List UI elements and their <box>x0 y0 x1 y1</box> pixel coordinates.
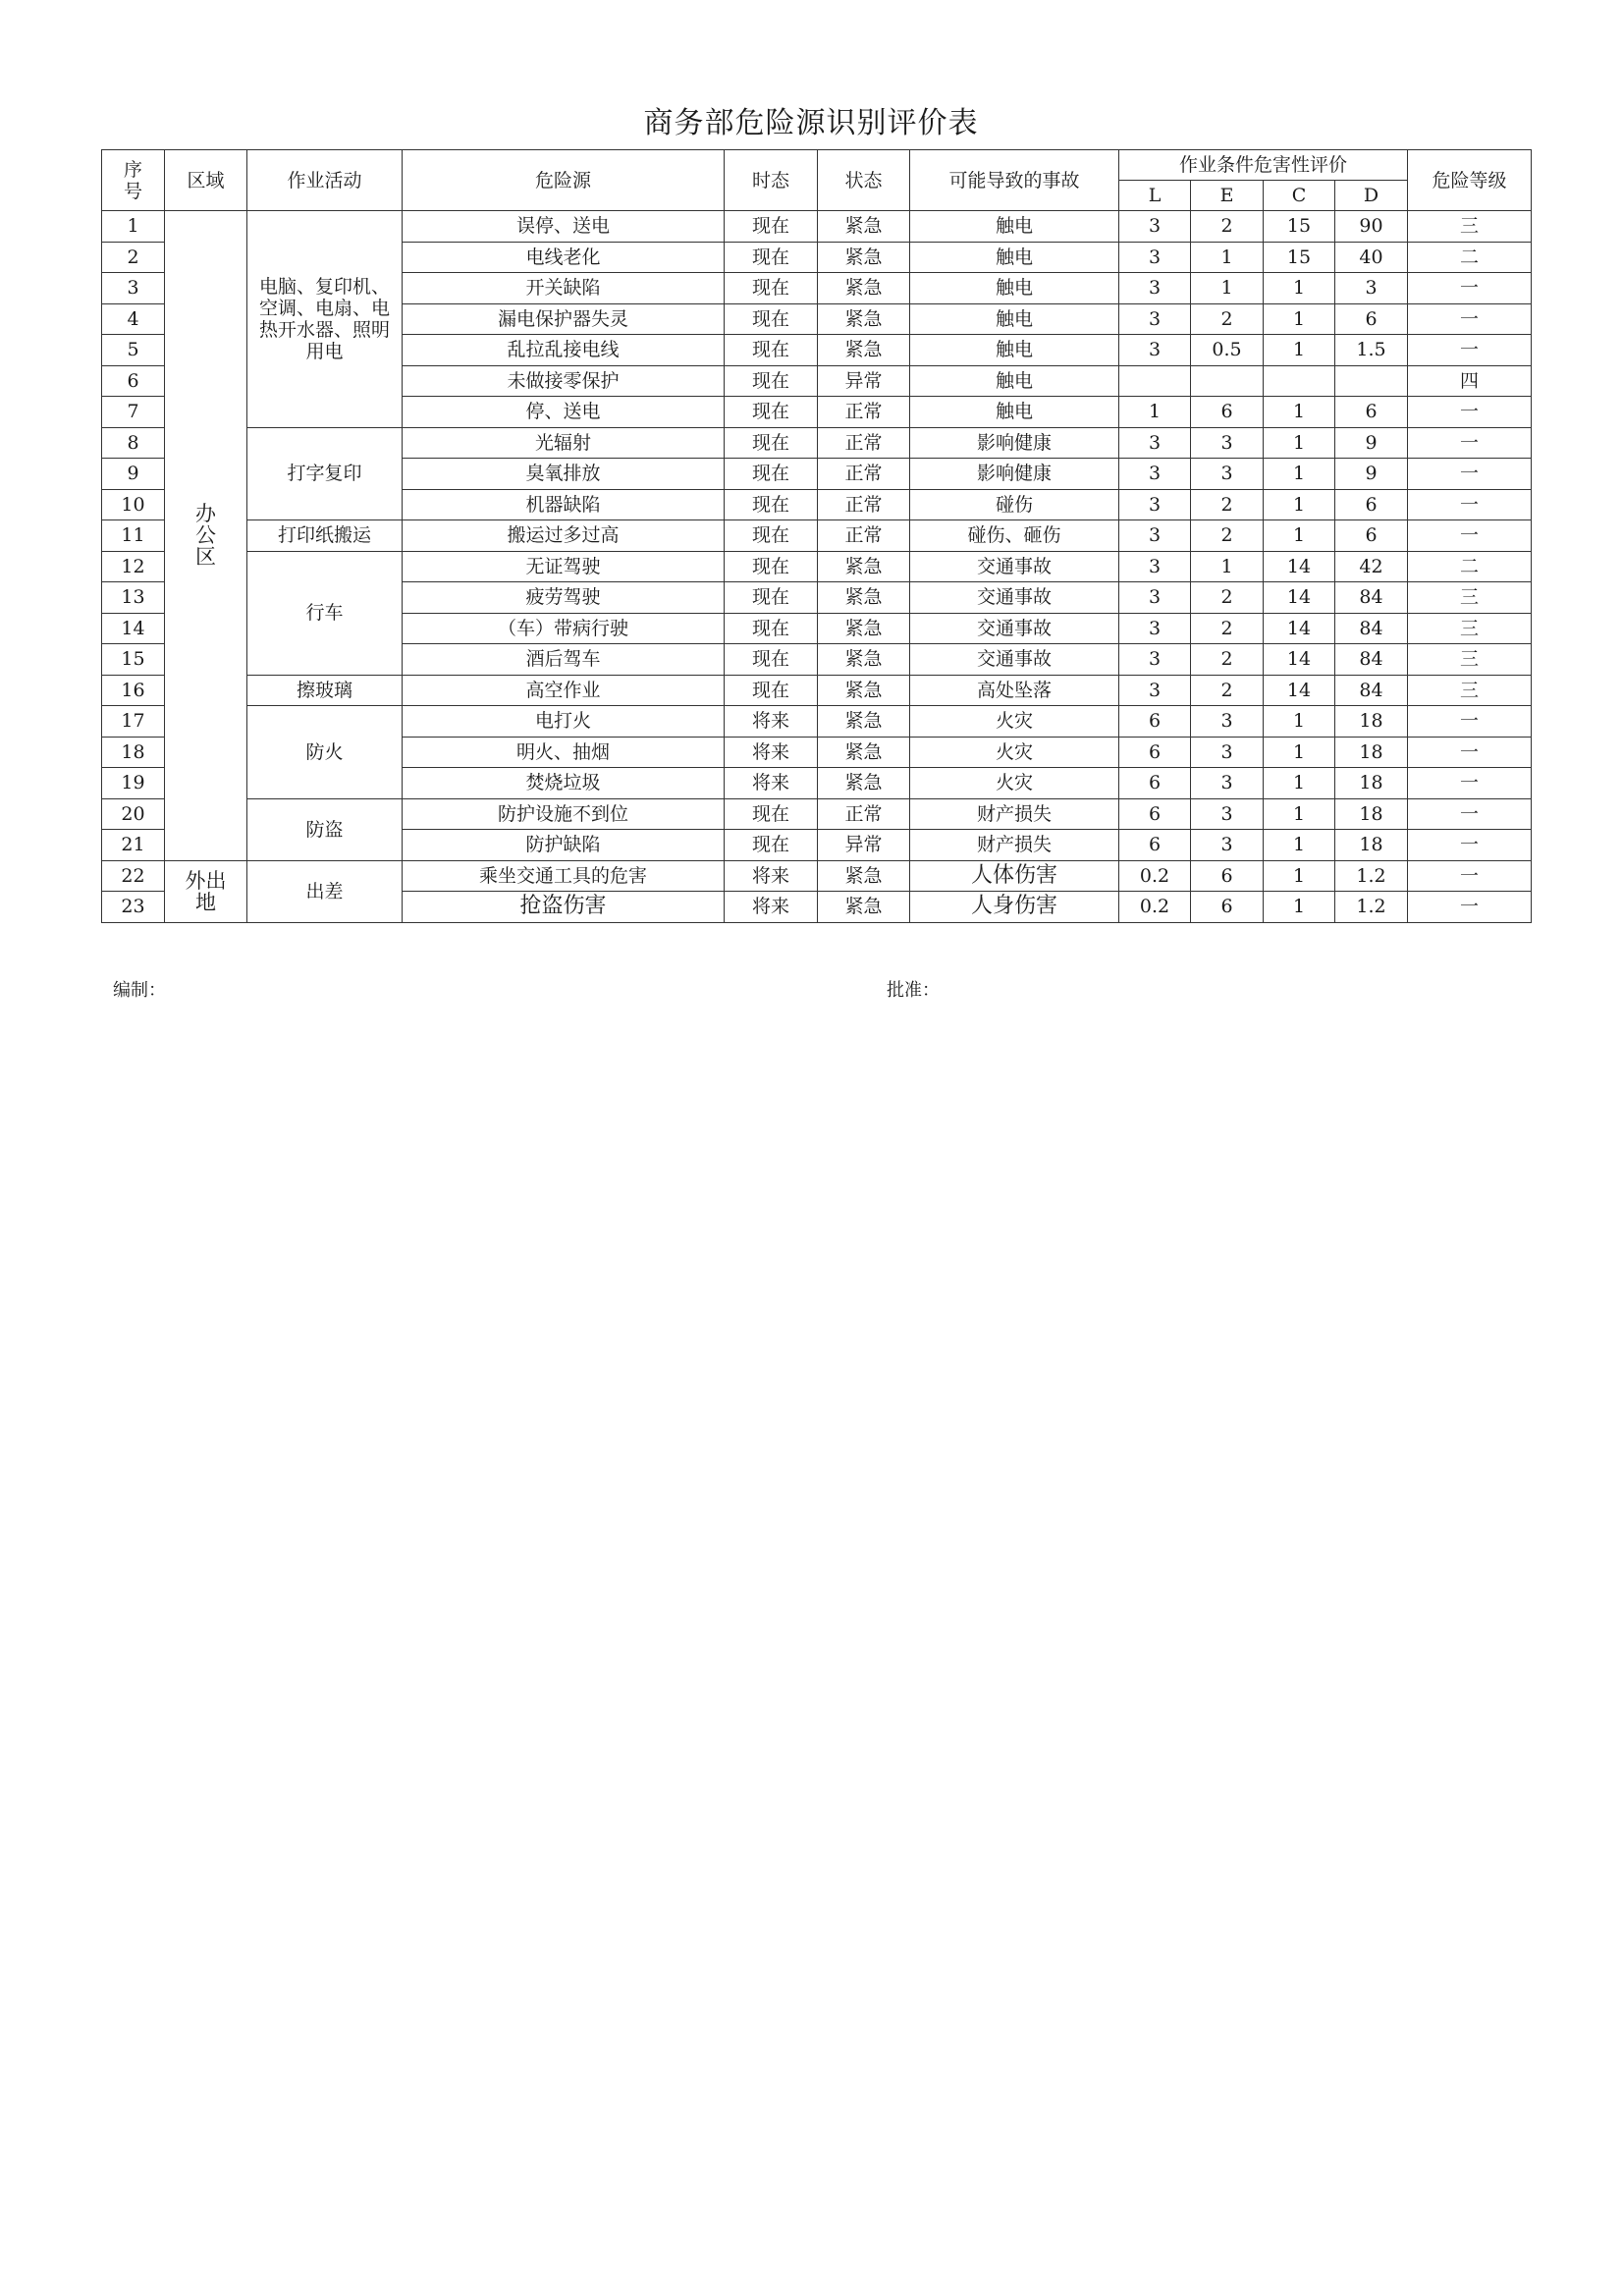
tense-cell: 现在 <box>725 520 818 552</box>
value-L: 6 <box>1119 737 1191 768</box>
activity-cell: 防盗 <box>247 798 403 860</box>
header-level: 危险等级 <box>1408 150 1532 211</box>
value-C: 14 <box>1264 644 1335 676</box>
accident-cell: 交通事故 <box>910 582 1119 614</box>
approved-by-label: 批准： <box>887 980 940 1001</box>
level-cell: 二 <box>1408 551 1532 582</box>
level-cell: 三 <box>1408 211 1532 243</box>
hazard-cell: 开关缺陷 <box>403 273 725 304</box>
value-L: 3 <box>1119 613 1191 644</box>
value-D: 18 <box>1335 798 1408 830</box>
value-D: 9 <box>1335 427 1408 459</box>
value-L: 3 <box>1119 551 1191 582</box>
row-number: 13 <box>102 582 165 614</box>
state-cell: 紧急 <box>818 706 910 738</box>
value-C: 14 <box>1264 613 1335 644</box>
value-L: 3 <box>1119 582 1191 614</box>
accident-cell: 触电 <box>910 335 1119 366</box>
value-C: 1 <box>1264 273 1335 304</box>
value-C: 1 <box>1264 737 1335 768</box>
value-L <box>1119 365 1191 397</box>
accident-cell: 触电 <box>910 303 1119 335</box>
row-number: 2 <box>102 242 165 273</box>
activity-cell: 防火 <box>247 706 403 799</box>
hazard-cell: 疲劳驾驶 <box>403 582 725 614</box>
row-number: 5 <box>102 335 165 366</box>
header-activity: 作业活动 <box>247 150 403 211</box>
hazard-cell: 停、送电 <box>403 397 725 428</box>
value-C: 1 <box>1264 520 1335 552</box>
accident-cell: 交通事故 <box>910 644 1119 676</box>
value-D: 84 <box>1335 644 1408 676</box>
state-cell: 正常 <box>818 798 910 830</box>
hazard-cell: 光辐射 <box>403 427 725 459</box>
state-cell: 紧急 <box>818 551 910 582</box>
level-cell: 一 <box>1408 489 1532 520</box>
value-C: 1 <box>1264 798 1335 830</box>
hazard-cell: 酒后驾车 <box>403 644 725 676</box>
table-row <box>102 520 1532 552</box>
hazard-cell: 乱拉乱接电线 <box>403 335 725 366</box>
row-number: 18 <box>102 737 165 768</box>
value-L: 3 <box>1119 242 1191 273</box>
level-cell: 三 <box>1408 582 1532 614</box>
tense-cell: 将来 <box>725 892 818 923</box>
value-C: 14 <box>1264 582 1335 614</box>
hazard-cell: 焚烧垃圾 <box>403 768 725 799</box>
value-C: 1 <box>1264 489 1335 520</box>
value-C: 15 <box>1264 242 1335 273</box>
header-C: C <box>1264 181 1335 211</box>
state-cell: 异常 <box>818 830 910 861</box>
value-C: 1 <box>1264 830 1335 861</box>
value-D: 9 <box>1335 459 1408 490</box>
row-number: 17 <box>102 706 165 738</box>
header-area: 区域 <box>165 150 247 211</box>
activity-cell: 打印纸搬运 <box>247 520 403 552</box>
header-state: 状态 <box>818 150 910 211</box>
accident-cell: 触电 <box>910 397 1119 428</box>
accident-cell: 火灾 <box>910 768 1119 799</box>
value-L: 6 <box>1119 798 1191 830</box>
page-title: 商务部危险源识别评价表 <box>643 106 979 140</box>
value-E: 6 <box>1191 860 1264 892</box>
value-D <box>1335 365 1408 397</box>
accident-cell: 触电 <box>910 365 1119 397</box>
tense-cell: 现在 <box>725 273 818 304</box>
row-number: 9 <box>102 459 165 490</box>
level-cell: 一 <box>1408 397 1532 428</box>
tense-cell: 现在 <box>725 798 818 830</box>
value-D: 90 <box>1335 211 1408 243</box>
row-number: 4 <box>102 303 165 335</box>
value-D: 18 <box>1335 830 1408 861</box>
table-body <box>102 211 1532 923</box>
value-E: 0.5 <box>1191 335 1264 366</box>
value-D: 84 <box>1335 675 1408 706</box>
value-D: 6 <box>1335 303 1408 335</box>
value-L: 3 <box>1119 335 1191 366</box>
value-E: 3 <box>1191 459 1264 490</box>
tense-cell: 现在 <box>725 211 818 243</box>
table-row <box>102 551 1532 582</box>
row-number: 16 <box>102 675 165 706</box>
state-cell: 紧急 <box>818 675 910 706</box>
state-cell: 紧急 <box>818 303 910 335</box>
value-L: 3 <box>1119 303 1191 335</box>
value-D: 1.5 <box>1335 335 1408 366</box>
accident-cell: 高处坠落 <box>910 675 1119 706</box>
value-L: 3 <box>1119 211 1191 243</box>
row-number: 22 <box>102 860 165 892</box>
table-header <box>102 150 1532 211</box>
level-cell: 二 <box>1408 242 1532 273</box>
hazard-cell: 抢盗伤害 <box>403 892 725 923</box>
level-cell: 一 <box>1408 860 1532 892</box>
hazard-cell: 漏电保护器失灵 <box>403 303 725 335</box>
value-C: 14 <box>1264 551 1335 582</box>
row-number: 21 <box>102 830 165 861</box>
value-D: 40 <box>1335 242 1408 273</box>
level-cell: 三 <box>1408 644 1532 676</box>
activity-cell: 擦玻璃 <box>247 675 403 706</box>
value-L: 3 <box>1119 459 1191 490</box>
area-cell: 办 公 区 <box>165 211 247 861</box>
value-C: 1 <box>1264 459 1335 490</box>
hazard-cell: 臭氧排放 <box>403 459 725 490</box>
hazard-cell: 防护设施不到位 <box>403 798 725 830</box>
tense-cell: 现在 <box>725 335 818 366</box>
level-cell: 一 <box>1408 427 1532 459</box>
header-hazard: 危险源 <box>403 150 725 211</box>
value-D: 84 <box>1335 582 1408 614</box>
state-cell: 紧急 <box>818 737 910 768</box>
tense-cell: 现在 <box>725 644 818 676</box>
row-number: 1 <box>102 211 165 243</box>
table-row <box>102 860 1532 892</box>
table-row <box>102 211 1532 243</box>
level-cell: 一 <box>1408 892 1532 923</box>
table-row <box>102 675 1532 706</box>
state-cell: 紧急 <box>818 335 910 366</box>
tense-cell: 将来 <box>725 860 818 892</box>
state-cell: 紧急 <box>818 582 910 614</box>
value-E: 1 <box>1191 242 1264 273</box>
tense-cell: 现在 <box>725 365 818 397</box>
value-E: 2 <box>1191 675 1264 706</box>
state-cell: 正常 <box>818 427 910 459</box>
value-C <box>1264 365 1335 397</box>
row-number: 7 <box>102 397 165 428</box>
value-E: 2 <box>1191 644 1264 676</box>
value-E: 2 <box>1191 303 1264 335</box>
level-cell: 一 <box>1408 830 1532 861</box>
hazard-table <box>101 149 1532 923</box>
tense-cell: 现在 <box>725 459 818 490</box>
level-cell: 一 <box>1408 520 1532 552</box>
activity-cell: 行车 <box>247 551 403 675</box>
state-cell: 紧急 <box>818 242 910 273</box>
state-cell: 正常 <box>818 520 910 552</box>
hazard-cell: 误停、送电 <box>403 211 725 243</box>
value-D: 6 <box>1335 397 1408 428</box>
area-cell: 外出 地 <box>165 860 247 922</box>
value-E: 1 <box>1191 551 1264 582</box>
row-number: 19 <box>102 768 165 799</box>
tense-cell: 现在 <box>725 830 818 861</box>
value-E: 3 <box>1191 427 1264 459</box>
value-L: 0.2 <box>1119 860 1191 892</box>
value-C: 1 <box>1264 768 1335 799</box>
value-L: 3 <box>1119 644 1191 676</box>
header-tense: 时态 <box>725 150 818 211</box>
level-cell: 一 <box>1408 798 1532 830</box>
value-L: 3 <box>1119 520 1191 552</box>
hazard-cell: （车）带病行驶 <box>403 613 725 644</box>
activity-cell: 出差 <box>247 860 403 922</box>
row-number: 12 <box>102 551 165 582</box>
value-C: 1 <box>1264 397 1335 428</box>
compiled-by-label: 编制： <box>113 980 166 1001</box>
state-cell: 异常 <box>818 365 910 397</box>
state-cell: 紧急 <box>818 768 910 799</box>
value-L: 6 <box>1119 830 1191 861</box>
accident-cell: 影响健康 <box>910 427 1119 459</box>
row-number: 11 <box>102 520 165 552</box>
tense-cell: 现在 <box>725 489 818 520</box>
level-cell: 四 <box>1408 365 1532 397</box>
hazard-cell: 电线老化 <box>403 242 725 273</box>
value-E: 6 <box>1191 892 1264 923</box>
tense-cell: 将来 <box>725 737 818 768</box>
value-E: 3 <box>1191 706 1264 738</box>
state-cell: 紧急 <box>818 613 910 644</box>
value-L: 3 <box>1119 273 1191 304</box>
value-E: 2 <box>1191 211 1264 243</box>
header-L: L <box>1119 181 1191 211</box>
hazard-cell: 防护缺陷 <box>403 830 725 861</box>
row-number: 6 <box>102 365 165 397</box>
accident-cell: 碰伤、砸伤 <box>910 520 1119 552</box>
value-D: 1.2 <box>1335 860 1408 892</box>
hazard-cell: 明火、抽烟 <box>403 737 725 768</box>
value-D: 6 <box>1335 489 1408 520</box>
table-row <box>102 798 1532 830</box>
row-number: 10 <box>102 489 165 520</box>
accident-cell: 火灾 <box>910 737 1119 768</box>
tense-cell: 将来 <box>725 768 818 799</box>
value-D: 18 <box>1335 768 1408 799</box>
state-cell: 正常 <box>818 489 910 520</box>
tense-cell: 现在 <box>725 551 818 582</box>
value-C: 1 <box>1264 892 1335 923</box>
value-E: 3 <box>1191 798 1264 830</box>
value-C: 1 <box>1264 303 1335 335</box>
accident-cell: 交通事故 <box>910 551 1119 582</box>
hazard-cell: 未做接零保护 <box>403 365 725 397</box>
value-E: 2 <box>1191 489 1264 520</box>
hazard-cell: 无证驾驶 <box>403 551 725 582</box>
accident-cell: 财产损失 <box>910 798 1119 830</box>
activity-cell: 电脑、复印机、空调、电扇、电热开水器、照明用电 <box>247 211 403 428</box>
hazard-cell: 乘坐交通工具的危害 <box>403 860 725 892</box>
row-number: 20 <box>102 798 165 830</box>
value-E: 1 <box>1191 273 1264 304</box>
value-L: 3 <box>1119 675 1191 706</box>
level-cell: 一 <box>1408 706 1532 738</box>
value-D: 6 <box>1335 520 1408 552</box>
value-E <box>1191 365 1264 397</box>
accident-cell: 触电 <box>910 211 1119 243</box>
accident-cell: 触电 <box>910 273 1119 304</box>
value-C: 1 <box>1264 706 1335 738</box>
value-C: 14 <box>1264 675 1335 706</box>
value-D: 18 <box>1335 737 1408 768</box>
row-number: 3 <box>102 273 165 304</box>
row-number: 8 <box>102 427 165 459</box>
value-E: 2 <box>1191 582 1264 614</box>
accident-cell: 触电 <box>910 242 1119 273</box>
level-cell: 三 <box>1408 675 1532 706</box>
value-L: 3 <box>1119 427 1191 459</box>
hazard-cell: 机器缺陷 <box>403 489 725 520</box>
accident-cell: 火灾 <box>910 706 1119 738</box>
header-D: D <box>1335 181 1408 211</box>
level-cell: 一 <box>1408 273 1532 304</box>
value-D: 1.2 <box>1335 892 1408 923</box>
value-E: 3 <box>1191 768 1264 799</box>
value-C: 1 <box>1264 860 1335 892</box>
level-cell: 三 <box>1408 613 1532 644</box>
value-L: 6 <box>1119 768 1191 799</box>
tense-cell: 现在 <box>725 427 818 459</box>
level-cell: 一 <box>1408 303 1532 335</box>
tense-cell: 现在 <box>725 582 818 614</box>
tense-cell: 现在 <box>725 675 818 706</box>
tense-cell: 现在 <box>725 242 818 273</box>
accident-cell: 人身伤害 <box>910 892 1119 923</box>
header-E: E <box>1191 181 1264 211</box>
value-E: 3 <box>1191 737 1264 768</box>
hazard-cell: 电打火 <box>403 706 725 738</box>
row-number: 15 <box>102 644 165 676</box>
value-E: 2 <box>1191 520 1264 552</box>
table-row <box>102 706 1532 738</box>
accident-cell: 人体伤害 <box>910 860 1119 892</box>
value-D: 84 <box>1335 613 1408 644</box>
state-cell: 紧急 <box>818 644 910 676</box>
accident-cell: 影响健康 <box>910 459 1119 490</box>
accident-cell: 碰伤 <box>910 489 1119 520</box>
tense-cell: 现在 <box>725 613 818 644</box>
accident-cell: 财产损失 <box>910 830 1119 861</box>
accident-cell: 交通事故 <box>910 613 1119 644</box>
tense-cell: 现在 <box>725 397 818 428</box>
header-accident: 可能导致的事故 <box>910 150 1119 211</box>
value-D: 18 <box>1335 706 1408 738</box>
level-cell: 一 <box>1408 459 1532 490</box>
value-C: 1 <box>1264 427 1335 459</box>
value-C: 15 <box>1264 211 1335 243</box>
header-eval: 作业条件危害性评价 <box>1119 150 1408 181</box>
value-L: 3 <box>1119 489 1191 520</box>
state-cell: 正常 <box>818 397 910 428</box>
state-cell: 紧急 <box>818 273 910 304</box>
hazard-cell: 搬运过多过高 <box>403 520 725 552</box>
activity-cell: 打字复印 <box>247 427 403 520</box>
state-cell: 紧急 <box>818 860 910 892</box>
row-number: 14 <box>102 613 165 644</box>
level-cell: 一 <box>1408 335 1532 366</box>
state-cell: 紧急 <box>818 892 910 923</box>
value-D: 3 <box>1335 273 1408 304</box>
tense-cell: 现在 <box>725 303 818 335</box>
value-L: 6 <box>1119 706 1191 738</box>
value-E: 2 <box>1191 613 1264 644</box>
state-cell: 正常 <box>818 459 910 490</box>
row-number: 23 <box>102 892 165 923</box>
state-cell: 紧急 <box>818 211 910 243</box>
table-row <box>102 427 1532 459</box>
value-C: 1 <box>1264 335 1335 366</box>
level-cell: 一 <box>1408 768 1532 799</box>
level-cell: 一 <box>1408 737 1532 768</box>
value-E: 6 <box>1191 397 1264 428</box>
value-D: 42 <box>1335 551 1408 582</box>
header-seq: 序 号 <box>102 150 165 211</box>
value-E: 3 <box>1191 830 1264 861</box>
hazard-cell: 高空作业 <box>403 675 725 706</box>
value-L: 0.2 <box>1119 892 1191 923</box>
tense-cell: 将来 <box>725 706 818 738</box>
value-L: 1 <box>1119 397 1191 428</box>
